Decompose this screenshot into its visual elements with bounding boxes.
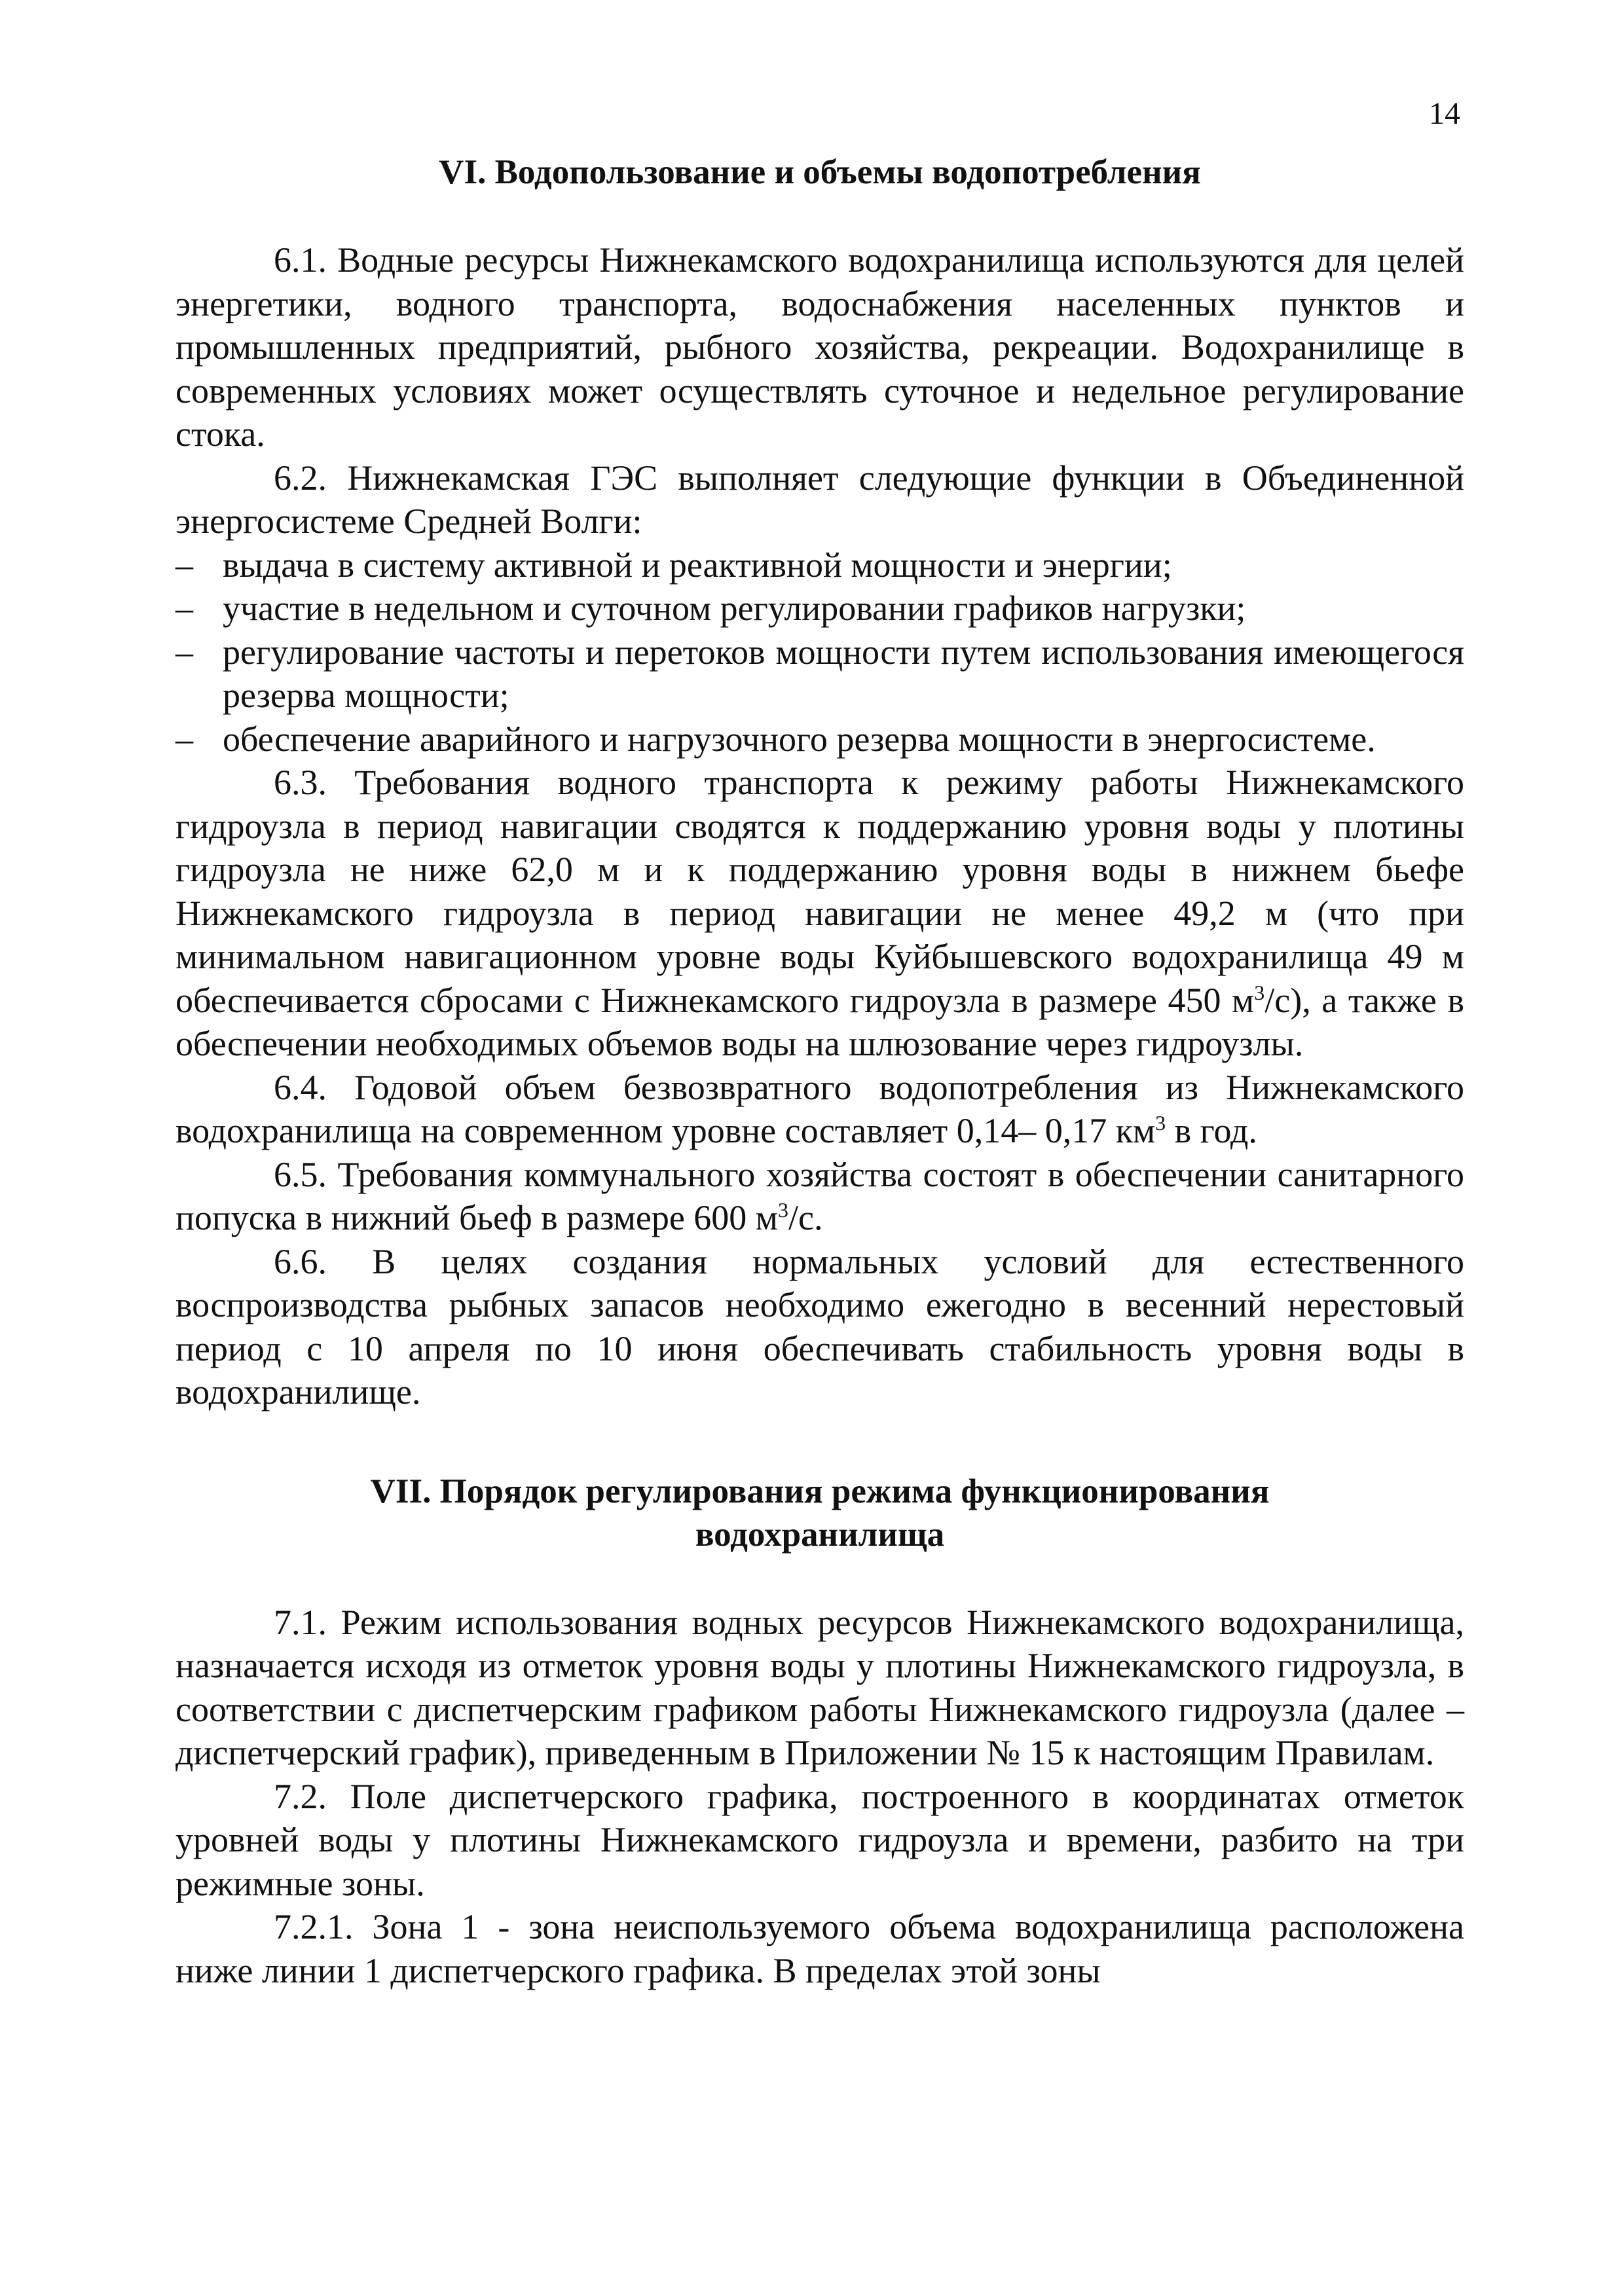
list-item <box>175 630 1464 718</box>
list-item-text: выдача в систему активной и реактивной мощности и энергии; <box>223 545 1172 585</box>
superscript: 3 <box>1155 1111 1166 1135</box>
list-item <box>175 718 1464 761</box>
list-item-text: обеспечение аварийного и нагрузочного резерва мощности в энергосистеме. <box>223 719 1376 759</box>
section-7-heading-line-2: водохранилища <box>695 1515 945 1554</box>
list-item <box>175 543 1464 587</box>
page-number: 14 <box>1429 96 1460 131</box>
paragraph-6-1: 6.1. Водные ресурсы Нижнекамского водохранилища используются для целей энергетики, водного транспорта, водоснабжения населенных пунктов и промышленных предприятий, рыбного хозяйства, рекреации. Водохранилище в современных условиях может осуществлять суточное и недельное регулирование стока. <box>175 240 1464 454</box>
functions-list <box>175 543 1464 761</box>
paragraph-7-2: 7.2. Поле диспетчерского графика, построенного в координатах отметок уровней воды у плотины Нижнекамского гидроузла и времени, разбито на три режимные зоны. <box>175 1776 1464 1903</box>
paragraph-6-3-text-end: /с), а также в обеспечении необходимых объемов воды на шлюзование через гидроузлы. <box>175 980 1464 1063</box>
dash-bullet: – <box>175 632 193 672</box>
section-7-heading <box>175 1470 1464 1556</box>
paragraph-7-1: 7.1. Режим использования водных ресурсов Нижнекамского водохранилища, назначается исходя из отметок уровня воды у плотины Нижнекамского гидроузла, в соответствии с диспетчерским графиком работы Нижнекамского гидроузла (далее – диспетчерский график), приведенным в Приложении № 15 к настоящим Правилам. <box>175 1602 1464 1772</box>
paragraph-6-4 <box>175 1066 1464 1153</box>
paragraph-6-4-text-end: в год. <box>1166 1111 1257 1150</box>
dash-bullet: – <box>175 545 193 585</box>
page-content <box>175 151 1464 1992</box>
paragraph-6-6: 6.6. В целях создания нормальных условий для естественного воспроизводства рыбных запасов необходимо ежегодно в весенний нерестовый период с 10 апреля по 10 июня обеспечивать стабильность уровня воды в водохранилище. <box>175 1241 1464 1412</box>
list-item <box>175 587 1464 630</box>
paragraph-6-5 <box>175 1153 1464 1240</box>
paragraph-6-4-text: 6.4. Годовой объем безвозвратного водопотребления из Нижнекамского водохранилища на современном уровне составляет 0,14– 0,17 км <box>175 1067 1464 1150</box>
paragraph-7-2-1: 7.2.1. Зона 1 - зона неиспользуемого объема водохранилища расположена ниже линии 1 диспетчерского графика. В пределах этой зоны <box>175 1907 1464 1990</box>
list-item-text: регулирование частоты и перетоков мощности путем использования имеющегося резерва мощности; <box>223 632 1464 715</box>
paragraph-6-5-text: 6.5. Требования коммунального хозяйства состоят в обеспечении санитарного попуска в нижний бьеф в размере 600 м <box>175 1154 1464 1237</box>
section-7-heading-line-1: VII. Порядок регулирования режима функционирования <box>370 1472 1270 1510</box>
paragraph-6-3-text: 6.3. Требования водного транспорта к режиму работы Нижнекамского гидроузла в период навигации сводятся к поддержанию уровня воды у плотины гидроузла не ниже 62,0 м и к поддержанию уровня воды в нижнем бьефе Нижнекамского гидроузла в период навигации не менее 49,2 м (что при минимальном навигационном уровне воды Куйбышевского водохранилища 49 м обеспечивается сбросами с Нижнекамского гидроузла в размере 450 м <box>175 763 1464 1020</box>
list-item-text: участие в недельном и суточном регулировании графиков нагрузки; <box>223 589 1246 628</box>
superscript: 3 <box>777 1198 788 1222</box>
paragraph-6-2: 6.2. Нижнекамская ГЭС выполняет следующие функции в Объединенной энергосистеме Средней Волги: <box>175 458 1464 541</box>
paragraph-6-3 <box>175 761 1464 1066</box>
paragraph-6-5-text-end: /с. <box>788 1198 823 1237</box>
section-6-heading: VI. Водопользование и объемы водопотребления <box>439 153 1201 191</box>
dash-bullet: – <box>175 719 193 759</box>
superscript: 3 <box>1254 980 1265 1004</box>
dash-bullet: – <box>175 589 193 628</box>
